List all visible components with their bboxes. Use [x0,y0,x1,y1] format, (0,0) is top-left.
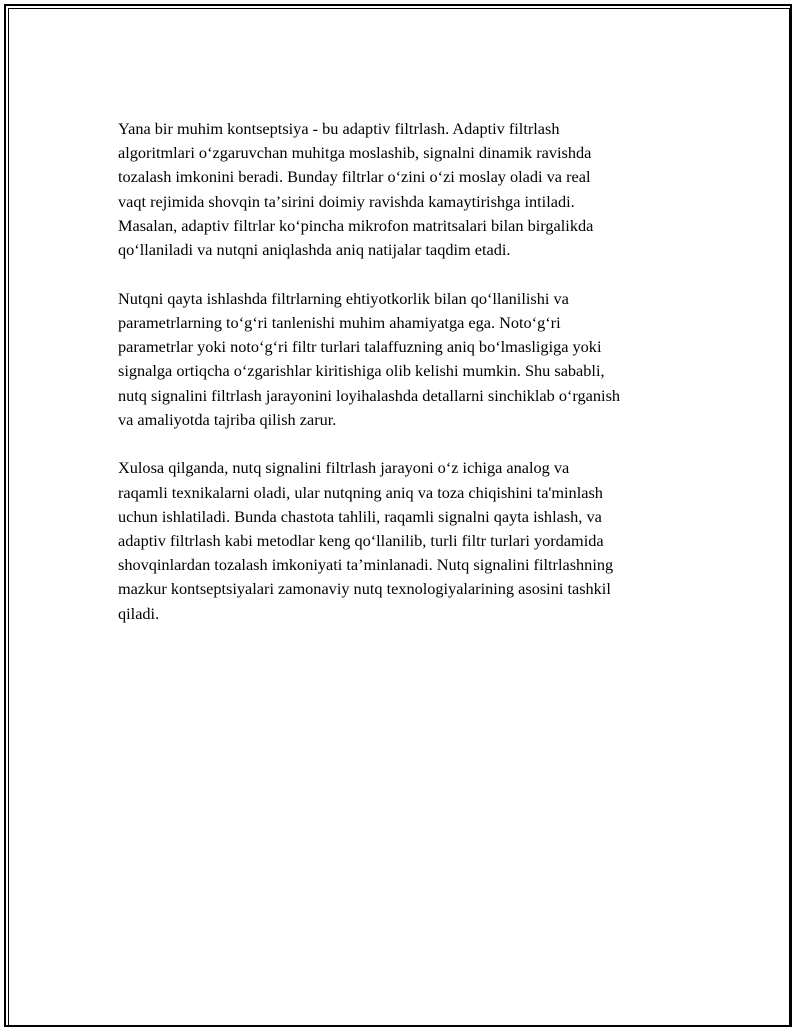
text-line: signalga ortiqcha oʻzgarishlar kiritishiga olib kelishi mumkin. Shu sababli, [118,361,605,381]
text-line: vaqt rejimida shovqin taʼsirini doimiy ravishda kamaytirishga intiladi. [118,191,575,211]
text-line: mazkur kontseptsiyalari zamonaviy nutq texnologiyalarining asosini tashkil [118,579,611,599]
text-line: va amaliyotda tajriba qilish zarur. [118,409,337,429]
text-line: raqamli texnikalarni oladi, ular nutqning aniq va toza chiqishini ta'minlash [118,482,603,502]
text-line: Xulosa qilganda, nutq signalini filtrlash jarayoni oʻz ichiga analog va [118,458,570,478]
paragraph-adaptive-filtering [118,117,698,262]
text-line: Masalan, adaptiv filtrlar koʻpincha mikrofon matritsalari bilan birgalikda [118,215,594,235]
text-line: nutq signalini filtrlash jarayonini loyihalashda detallarni sinchiklab oʻrganish [118,385,621,405]
text-line: adaptiv filtrlash kabi metodlar keng qoʻllanilib, turli filtr turlari yordamida [118,531,604,551]
text-line: parametrlarning toʻgʻri tanlenishi muhim ahamiyatga ega. Notoʻgʻri [118,312,561,332]
text-line: qoʻllaniladi va nutqni aniqlashda aniq natijalar taqdim etadi. [118,240,511,260]
text-line: Nutqni qayta ishlashda filtrlarning ehtiyotkorlik bilan qoʻllanilishi va [118,288,569,308]
text-line: qiladi. [118,603,160,623]
paragraph-conclusion [118,456,698,625]
paragraph-filter-parameters [118,287,698,432]
text-line: parametrlar yoki notoʻgʻri filtr turlari talaffuzning aniq boʻlmasligiga yoki [118,337,602,357]
text-line: Yana bir muhim kontseptsiya - bu adaptiv filtrlash. Adaptiv filtrlash [118,119,560,138]
text-line: tozalash imkonini beradi. Bunday filtrlar oʻzini oʻzi moslay oladi va real [118,167,591,187]
document-body [118,117,698,650]
text-line: shovqinlardan tozalash imkoniyati taʼminlanadi. Nutq signalini filtrlashning [118,555,614,575]
text-line: algoritmlari oʻzgaruvchan muhitga moslashib, signalni dinamik ravishda [118,143,592,163]
text-line: uchun ishlatiladi. Bunda chastota tahlili, raqamli signalni qayta ishlash, va [118,506,602,526]
